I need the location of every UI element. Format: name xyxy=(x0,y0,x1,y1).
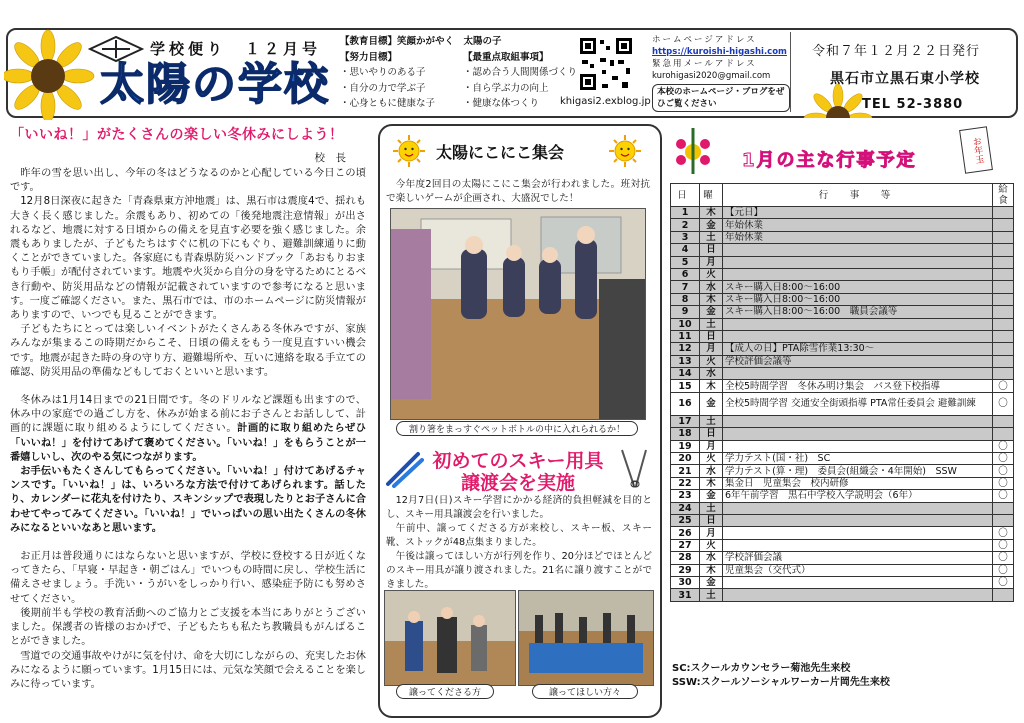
mail-address[interactable]: kurohigasi2020@gmail.com xyxy=(652,71,771,81)
schedule-event: 学校評価会議 xyxy=(723,552,993,564)
schedule-weekday: 日 xyxy=(700,330,723,342)
recipients-photo-scene xyxy=(519,591,653,685)
schedule-lunch xyxy=(993,368,1014,380)
schedule-lunch: 〇 xyxy=(993,539,1014,551)
schedule-event: 学力テスト(国・社) SC xyxy=(723,453,993,465)
ski-title-line: 初めてのスキー用具 xyxy=(432,450,604,472)
schedule-row xyxy=(671,281,1014,293)
schedule-weekday: 金 xyxy=(700,392,723,415)
otoshidama-envelope: お年玉 xyxy=(959,126,993,173)
schedule-weekday: 月 xyxy=(700,527,723,539)
schedule-weekday: 火 xyxy=(700,453,723,465)
schedule-event: 児童集会（交代式） xyxy=(723,564,993,576)
new-year-arrow-icon xyxy=(670,126,716,176)
article-paragraph: 昨年の雪を思い出し、今年の冬はどうなるのかと心配している今日この頃です。 xyxy=(10,168,366,194)
schedule-event: 年始休業 xyxy=(723,231,993,243)
schedule-weekday: 月 xyxy=(700,256,723,268)
schedule-day: 20 xyxy=(671,453,700,465)
schedule-row xyxy=(671,368,1014,380)
effort-item: ・心身ともに健康な子 xyxy=(340,98,436,109)
schedule-lunch xyxy=(993,306,1014,318)
schedule-event: スキー購入日8:00～16:00 xyxy=(723,281,993,293)
homepage-info xyxy=(652,34,790,112)
ski-paragraph: 12月7日(日)スキー学習にかかる経済的負担軽減を目的とし、スキー用具譲渡会を行いました。 xyxy=(386,495,652,520)
schedule-row xyxy=(671,440,1014,452)
schedule-lunch xyxy=(993,318,1014,330)
schedule-day: 15 xyxy=(671,380,700,392)
schedule-row xyxy=(671,428,1014,440)
schedule-row xyxy=(671,576,1014,588)
article-paragraph: お正月は普段通りにはならないと思いますが、学校に登校する日が近くなってきたら、「早寝・早起き・朝ごはん」でいつもの時間に戻し、学校生活に備えさせましょう。手洗い・うがいをしっかり行い、感染症予防にも努めさせてください。 xyxy=(10,551,366,605)
schedule-event xyxy=(723,428,993,440)
schedule-day: 25 xyxy=(671,514,700,526)
schedule-weekday: 金 xyxy=(700,490,723,502)
schedule-row xyxy=(671,207,1014,219)
assembly-text: 今年度2回目の太陽にこにこ集会が行われました。班対抗で楽しいゲームが企画され、大盛況でした！ xyxy=(386,179,650,204)
schedule-day: 10 xyxy=(671,318,700,330)
schedule-day: 11 xyxy=(671,330,700,342)
hp-label: ホームページアドレス xyxy=(652,35,757,45)
schedule-weekday: 金 xyxy=(700,219,723,231)
ski-event-text xyxy=(386,494,652,592)
schedule-event: スキー購入日8:00～16:00 職員会議等 xyxy=(723,306,993,318)
schedule-lunch xyxy=(993,330,1014,342)
article-paragraph: 12月8日深夜に起きた「青森県東方沖地震」は、黒石市は震度4で、揺れも大きく長く感じました。余震もあり、初めての「後発地震注意情報」が出されるなど、地震に対する日頃からの備えを見直す必要を強く感じました。余震もありましたが、子どもたちはすぐに机の下にもぐり、避難訓練通りに動くことができていました。各家庭にも青森県防災ハンドブック「あおもりおまもり手帳」が配付されています。地震や火災から自分の身を守るためにとるべき行動や、防災用品などの情報が記載されていますので参考になると思います。一度ご確認ください。また、黒石市では、市のホームページに防災情報がありますので、いつでも見ることができます。 xyxy=(10,196,366,322)
schedule-lunch xyxy=(993,256,1014,268)
schedule-weekday: 土 xyxy=(700,415,723,427)
schedule-row xyxy=(671,589,1014,601)
schedule-day: 30 xyxy=(671,576,700,588)
schedule-day: 8 xyxy=(671,293,700,305)
schedule-event: 【成人の日】PTA除雪作業13:30～ xyxy=(723,343,993,355)
schedule-header-row xyxy=(671,184,1014,207)
schedule-event: 全校5時間学習 冬休み明け集会 バス登下校指導 xyxy=(723,380,993,392)
effort-item: ・思いやりのある子 xyxy=(340,67,426,78)
schedule-weekday: 水 xyxy=(700,552,723,564)
schedule-day: 6 xyxy=(671,268,700,280)
schedule-lunch: 〇 xyxy=(993,465,1014,477)
donor-photo-scene xyxy=(385,591,515,685)
schedule-row xyxy=(671,219,1014,231)
schedule-weekday: 木 xyxy=(700,293,723,305)
principal-article xyxy=(10,124,366,714)
schedule-weekday: 金 xyxy=(700,576,723,588)
schedule-lunch xyxy=(993,231,1014,243)
schedule-weekday: 木 xyxy=(700,207,723,219)
schedule-event xyxy=(723,502,993,514)
schedule-day: 5 xyxy=(671,256,700,268)
recipients-photo xyxy=(518,590,654,686)
schedule-row xyxy=(671,527,1014,539)
schedule-row xyxy=(671,343,1014,355)
hp-note: 本校のホームページ・ブログをぜひご覧ください xyxy=(652,84,790,112)
schedule-table xyxy=(670,183,1014,602)
article-paragraph: お手伝いもたくさんしてもらってください。「いいね！」付けてあげるチャンスです。「いいね！」は、いろいろな方法で付けてあげられます。話したり、カレンダーに花丸を付けたり、スキンシップで表現したりとお子さんに合わせてやってみてください。「いいね！」でいっぱいの思い出たくさんの冬休みになるといいなあと思います。 xyxy=(10,466,366,534)
article-paragraph: 後期前半も学校の教育活動へのご協力とご支援を本当にありがとうございました。保護者の皆様のおかげで、子どもたちも私たち教職員もがんばることができました。 xyxy=(10,607,366,648)
schedule-day: 19 xyxy=(671,440,700,452)
ski-event-title xyxy=(420,450,616,494)
schedule-event xyxy=(723,256,993,268)
school-name: 黒石市立黒石東小学校 xyxy=(830,71,980,87)
schedule-weekday: 木 xyxy=(700,564,723,576)
schedule-row xyxy=(671,552,1014,564)
schedule-row xyxy=(671,564,1014,576)
article-paragraph: 子どもたちにとっては楽しいイベントがたくさんある冬休みですが、家族みんなが集まるこの時期だからこそ、日頃の備えをもう一度見直すいい機会です。地震が起きた時の身の守り方、避難場所や、互いに連絡を取る手立ての確認、防災用品の準備などもしておくといいと思います。 xyxy=(10,324,366,378)
schedule-event xyxy=(723,268,993,280)
schedule-event: 年始休業 xyxy=(723,219,993,231)
schedule-row xyxy=(671,514,1014,526)
schedule-weekday: 火 xyxy=(700,539,723,551)
schedule-title: 1月の主な行事予定 xyxy=(742,150,917,171)
schedule-day: 3 xyxy=(671,231,700,243)
schedule-weekday: 月 xyxy=(700,440,723,452)
priority-item: ・認め合う人間関係づくり xyxy=(463,67,578,78)
schedule-row xyxy=(671,415,1014,427)
schedule-row xyxy=(671,306,1014,318)
schedule-day: 28 xyxy=(671,552,700,564)
schedule-lunch: 〇 xyxy=(993,392,1014,415)
assembly-photo xyxy=(390,208,646,420)
schedule-lunch xyxy=(993,502,1014,514)
priority-item: ・自ら学ぶ力の向上 xyxy=(463,82,549,94)
schedule-lunch xyxy=(993,355,1014,367)
schedule-row xyxy=(671,453,1014,465)
schedule-lunch xyxy=(993,219,1014,231)
assembly-photo-caption: 割り箸をまっすぐペットボトルの中に入れられるか！ xyxy=(396,421,638,436)
schedule-day: 18 xyxy=(671,428,700,440)
schedule-weekday: 日 xyxy=(700,244,723,256)
schedule-row xyxy=(671,392,1014,415)
schedule-weekday: 日 xyxy=(700,428,723,440)
schedule-day: 16 xyxy=(671,392,700,415)
schedule-row xyxy=(671,231,1014,243)
schedule-row xyxy=(671,244,1014,256)
col-header-weekday: 曜 xyxy=(700,184,723,207)
schedule-event xyxy=(723,318,993,330)
schedule-weekday: 土 xyxy=(700,502,723,514)
schedule-lunch xyxy=(993,207,1014,219)
schedule-row xyxy=(671,490,1014,502)
schedule-event xyxy=(723,415,993,427)
schedule-day: 31 xyxy=(671,589,700,601)
smiling-sun-icon xyxy=(392,134,426,168)
schedule-row xyxy=(671,256,1014,268)
article-emphasis: 計画的に取り組めたらぜひ「いいね！」を付けてあげて褒めてください。「いいね！」をもらうことが一番嬉しいし、次のやる気につながります。 xyxy=(10,423,366,463)
schedule-lunch xyxy=(993,514,1014,526)
schedule-event: 学力テスト(算・理) 委員会(組織会・4年開始) SSW xyxy=(723,465,993,477)
goal-text: 笑顔かがやく 太陽の子 xyxy=(397,36,502,47)
schedule-event: 集金日 児童集会 校内研修 xyxy=(723,477,993,489)
schedule-lunch: 〇 xyxy=(993,527,1014,539)
schedule-event xyxy=(723,368,993,380)
schedule-lunch: 〇 xyxy=(993,453,1014,465)
schedule-day: 13 xyxy=(671,355,700,367)
schedule-lunch: 〇 xyxy=(993,552,1014,564)
schedule-day: 29 xyxy=(671,564,700,576)
schedule-notes xyxy=(672,662,890,690)
schedule-row xyxy=(671,465,1014,477)
schedule-row xyxy=(671,355,1014,367)
note-ssw: SSW:スクールソーシャルワーカー片岡先生来校 xyxy=(672,677,890,688)
assembly-photo-scene xyxy=(391,209,645,419)
hp-url-link[interactable]: https://kuroishi-higashi.com xyxy=(652,47,787,57)
schedule-weekday: 火 xyxy=(700,355,723,367)
goal-label: 【教育目標】 xyxy=(340,36,398,47)
assembly-title: 太陽にこにこ集会 xyxy=(436,143,565,162)
schedule-day: 23 xyxy=(671,490,700,502)
schedule-weekday: 日 xyxy=(700,514,723,526)
schedule-lunch xyxy=(993,281,1014,293)
schedule-day: 9 xyxy=(671,306,700,318)
ski-poles-icon xyxy=(614,446,654,490)
schedule-event: 【元日】 xyxy=(723,207,993,219)
schedule-day: 2 xyxy=(671,219,700,231)
schedule-lunch: 〇 xyxy=(993,490,1014,502)
schedule-day: 4 xyxy=(671,244,700,256)
ski-paragraph: 午後は譲ってほしい方が行列を作り、20分ほどでほとんどのスキー用具が譲り渡されました。21名に譲り渡すことができました。 xyxy=(386,551,652,590)
ski-paragraph: 午前中、譲ってくださる方が来校し、スキー板、スキー靴、ストックが48点集まりました。 xyxy=(386,523,652,548)
schedule-weekday: 月 xyxy=(700,343,723,355)
schedule-event: 学校評価会議等 xyxy=(723,355,993,367)
blog-address[interactable]: khigasi2.exblog.jp xyxy=(560,96,651,107)
article-paragraph xyxy=(10,394,366,465)
newsletter-title: 太陽の学校 xyxy=(100,59,330,110)
schedule-event xyxy=(723,527,993,539)
schedule-weekday: 水 xyxy=(700,368,723,380)
schedule-event: スキー購入日8:00～16:00 xyxy=(723,293,993,305)
priority-label: 【最重点取組事項】 xyxy=(463,51,549,63)
schedule-weekday: 木 xyxy=(700,477,723,489)
schedule-event: 6年午前学習 黒石中学校入学説明会（6年） xyxy=(723,490,993,502)
schedule-lunch: 〇 xyxy=(993,440,1014,452)
article-author: 校 長 xyxy=(314,152,346,164)
schedule-lunch xyxy=(993,343,1014,355)
school-tel: TEL 52-3880 xyxy=(862,97,964,112)
schedule-day: 12 xyxy=(671,343,700,355)
donor-photo xyxy=(384,590,516,686)
schedule-day: 24 xyxy=(671,502,700,514)
schedule-event xyxy=(723,330,993,342)
donor-caption: 譲ってくださる方 xyxy=(396,684,494,699)
schedule-lunch xyxy=(993,428,1014,440)
schedule-weekday: 土 xyxy=(700,318,723,330)
article-sentence: 冬休みは1月14日までの21日間です。冬のドリルなど課題も出ますので、休み中の家庭での過ごし方を、休みが始まる前にお子さんとお話しして、計画的に課題に取り組めるようにしてください。 xyxy=(10,395,366,435)
schedule-row xyxy=(671,380,1014,392)
schedule-lunch xyxy=(993,244,1014,256)
note-sc: SC:スクールカウンセラー菊池先生来校 xyxy=(672,663,851,674)
col-header-event: 行 事 等 xyxy=(723,184,993,207)
schedule-day: 17 xyxy=(671,415,700,427)
schedule-lunch: 〇 xyxy=(993,477,1014,489)
schedule-day: 14 xyxy=(671,368,700,380)
effort-label: 【努力目標】 xyxy=(340,51,398,63)
schedule-day: 26 xyxy=(671,527,700,539)
schedule-lunch: 〇 xyxy=(993,564,1014,576)
schedule-weekday: 水 xyxy=(700,465,723,477)
schedule-weekday: 土 xyxy=(700,589,723,601)
schedule-day: 7 xyxy=(671,281,700,293)
sunflower-icon xyxy=(4,28,100,120)
schedule-event xyxy=(723,576,993,588)
schedule-lunch xyxy=(993,589,1014,601)
schedule-day: 22 xyxy=(671,477,700,489)
schedule-event xyxy=(723,244,993,256)
recipients-caption: 譲ってほしい方々 xyxy=(532,684,638,699)
schedule-lunch xyxy=(993,415,1014,427)
article-heading: 「いいね！」がたくさんの楽しい冬休みにしよう！ xyxy=(10,127,344,143)
ski-title-line: 譲渡会を実施 xyxy=(460,472,575,494)
schedule-weekday: 水 xyxy=(700,281,723,293)
schedule-row xyxy=(671,477,1014,489)
schedule-event: 全校5時間学習 交通安全街頭指導 PTA常任委員会 避難訓練 xyxy=(723,392,993,415)
education-goals xyxy=(340,34,577,112)
schedule-row xyxy=(671,539,1014,551)
schedule-weekday: 木 xyxy=(700,380,723,392)
article-paragraph: 雪道での交通事故やけがに気を付け、命を大切にしながらの、充実したお休みになるように願っています。1月15日には、元気な笑顔で会えることを楽しみに待っています。 xyxy=(10,650,366,690)
schedule-weekday: 土 xyxy=(700,231,723,243)
newsletter-subtitle: 学校便り １２月号 xyxy=(150,40,322,58)
schedule-lunch xyxy=(993,268,1014,280)
schedule-row xyxy=(671,318,1014,330)
schedule-event xyxy=(723,440,993,452)
schedule-row xyxy=(671,293,1014,305)
schedule-weekday: 金 xyxy=(700,306,723,318)
schedule-row xyxy=(671,330,1014,342)
schedule-day: 27 xyxy=(671,539,700,551)
schedule-lunch: 〇 xyxy=(993,380,1014,392)
schedule-event xyxy=(723,539,993,551)
schedule-lunch xyxy=(993,293,1014,305)
schedule-weekday: 火 xyxy=(700,268,723,280)
schedule-event xyxy=(723,514,993,526)
schedule-row xyxy=(671,502,1014,514)
schedule-row xyxy=(671,268,1014,280)
priority-item: ・健康な体つくり xyxy=(463,98,540,109)
issue-date: 令和７年１２月２２日発行 xyxy=(812,44,981,59)
ski-icon xyxy=(384,448,424,488)
col-header-day: 日 xyxy=(671,184,700,207)
col-header-lunch: 給食 xyxy=(993,184,1014,207)
smiling-sun-icon xyxy=(608,134,642,168)
mail-label: 緊急用メールアドレス xyxy=(652,59,757,69)
qr-code-icon[interactable] xyxy=(578,36,634,92)
schedule-day: 21 xyxy=(671,465,700,477)
schedule-lunch: 〇 xyxy=(993,576,1014,588)
schedule-day: 1 xyxy=(671,207,700,219)
schedule-event xyxy=(723,589,993,601)
effort-item: ・自分の力で学ぶ子 xyxy=(340,82,426,94)
